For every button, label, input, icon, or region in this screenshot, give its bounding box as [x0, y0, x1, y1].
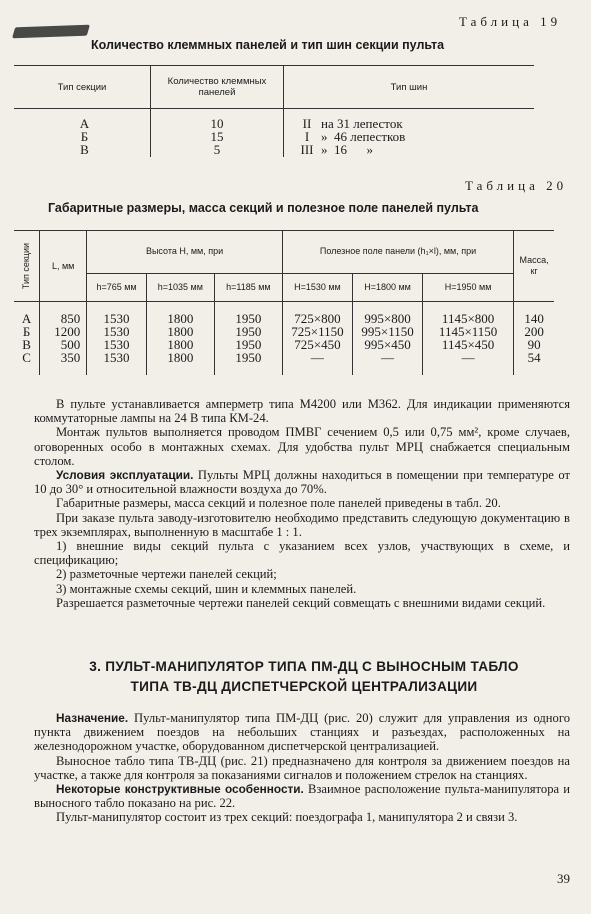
table-19-label: Таблица 19 — [459, 14, 562, 29]
paragraph: Габаритные размеры, масса секций и полезное поле панелей приведены в табл. 20. — [56, 496, 501, 511]
subheader-H1950: H=1950 мм — [423, 273, 514, 301]
table-20-label: Таблица 20 — [465, 178, 568, 193]
body-text-block — [34, 397, 570, 610]
header-panel-count: Количество клеммных панелей — [151, 66, 284, 109]
paragraph-lead: Назначение. — [56, 711, 129, 725]
section-heading-line: ТИПА ТВ-ДЦ ДИСПЕТЧЕРСКОЙ ЦЕНТРАЛИЗАЦИИ — [130, 679, 478, 694]
cell-section-types: А Б В С — [21, 311, 32, 365]
header-section-type: Тип секции — [14, 66, 151, 109]
header-length: L, мм — [40, 231, 87, 302]
subheader-h1035: h=1035 мм — [146, 273, 214, 301]
cell-lengths: 850 1200 500 350 — [40, 302, 87, 376]
table-20-title: Габаритные размеры, масса секций и полезное поле панелей пульта — [48, 201, 479, 215]
cell-field-1800: 995×800 995×1150 995×450 — — [352, 302, 422, 376]
page-number: 39 — [557, 871, 570, 886]
paragraph: В пульте устанавливается амперметр типа М4200 или М362. Для индикации применяются коммутаторные лампы на 24 В типа КМ-24. — [34, 397, 570, 426]
subheader-H1530: H=1530 мм — [282, 273, 352, 301]
header-useful-field: Полезное поле панели (h₁×l), мм, при — [282, 231, 513, 274]
table-header-row — [14, 231, 554, 274]
paragraph: Разрешается разметочные чертежи панелей секций совмещать с внешними видами секций. — [56, 595, 546, 610]
cell-mass: 140 200 90 54 — [514, 302, 554, 376]
cell-field-1530: 725×800 725×1150 725×450 — — [282, 302, 352, 376]
paragraph — [34, 711, 570, 754]
cell-height-1035: 1800 1800 1800 1800 — [146, 302, 214, 376]
subheader-H1800: H=1800 мм — [352, 273, 422, 301]
paragraph: Выносное табло типа ТВ-ДЦ (рис. 21) предназначено для контроля за движением поездов на участке, а также для контроля за показаниями сигналов и положением стрелок на станциях. — [34, 753, 570, 782]
table-19-title: Количество клеммных панелей и тип шин секции пульта — [91, 38, 445, 52]
section-body — [34, 711, 570, 825]
paragraph — [34, 782, 570, 810]
paragraph-lead: Условия эксплуатации. — [56, 468, 194, 483]
scan-artifact — [12, 25, 90, 39]
paragraph-text: Взаимное расположение пульта-манипулятора и выносного табло показано на рис. 22. — [34, 782, 570, 811]
table-subheader-row — [14, 273, 554, 301]
section-heading-line: 3. ПУЛЬТ-МАНИПУЛЯТОР ТИПА ПМ-ДЦ С ВЫНОСНЫМ ТАБЛО — [89, 659, 519, 674]
table-row — [14, 302, 554, 376]
list-item: 2) разметочные чертежи панелей секций; — [56, 567, 277, 582]
header-bus-type: Тип шин — [284, 66, 535, 109]
list-item: 3) монтажные схемы секций, шин и клеммных панелей. — [56, 581, 357, 596]
table-20 — [14, 230, 554, 375]
cell-panel-counts: 10 15 5 — [151, 109, 284, 158]
table-19 — [14, 65, 534, 157]
cell-bus-numbers: II I III — [300, 116, 314, 157]
header-section-type: Тип секции — [21, 242, 32, 290]
paragraph-text: Пульт-манипулятор типа ПМ-ДЦ (рис. 20) служит для управления из одного пункта движением поездов на небольших станциях и разъездах, расположенных на железнодорожном участке, оборудованном диспетчерской централизацией. — [34, 711, 570, 754]
list-item: 1) внешние виды секций пульта с указанием всех узлов, участвующих в схеме, и спецификацию; — [34, 539, 570, 568]
section-heading — [54, 657, 554, 697]
cell-height-1185: 1950 1950 1950 1950 — [214, 302, 282, 376]
paragraph: Монтаж пультов выполняется проводом ПМВГ сечением 0,5 или 0,75 мм², кроме случаев, оговоренных особо в монтажных схемах. Для удобства пульт МРЦ снабжается специальным столом. — [34, 425, 570, 468]
cell-bus-contacts: на 31 лепесток » 46 лепестков » 16 » — [321, 116, 406, 157]
cell-section-types: А Б В — [79, 116, 90, 157]
paragraph — [34, 468, 570, 496]
table-row — [14, 109, 534, 158]
cell-height-765: 1530 1530 1530 1530 — [87, 302, 147, 376]
table-header-row — [14, 66, 534, 109]
paragraph-lead: Некоторые конструктивные особенности. — [56, 782, 304, 797]
header-mass: Масса, кг — [514, 231, 554, 302]
header-height: Высота H, мм, при — [87, 231, 283, 274]
subheader-h765: h=765 мм — [87, 273, 147, 301]
paragraph: Пульт-манипулятор состоит из трех секций: поездографа 1, манипулятора 2 и связи 3. — [56, 810, 518, 825]
paragraph: При заказе пульта заводу-изготовителю необходимо представить следующую документацию в трех экземплярах, выполненную в масштабе 1 : 1. — [34, 510, 570, 539]
paragraph-text: Пульты МРЦ должны находиться в помещении при температуре от 10 до 30° и относительной влажности воздуха до 70%. — [34, 468, 570, 497]
cell-field-1950: 1145×800 1145×1150 1145×450 — — [423, 302, 514, 376]
subheader-h1185: h=1185 мм — [214, 273, 282, 301]
